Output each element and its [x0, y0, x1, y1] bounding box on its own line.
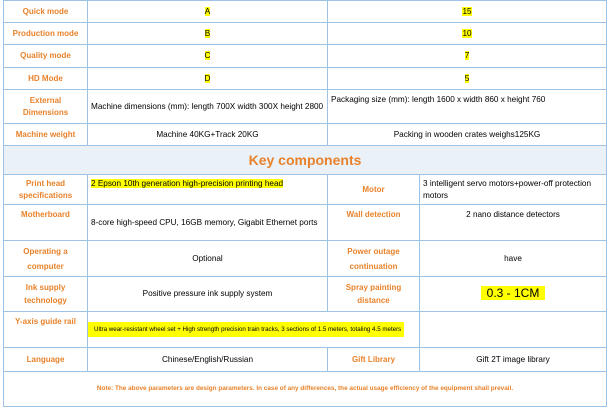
- gift-library-value: Gift 2T image library: [420, 348, 607, 372]
- motherboard-value: 8-core high-speed CPU, 16GB memory, Gigabit Ethernet ports: [88, 205, 328, 241]
- print-head-label: Print head specifications: [4, 175, 88, 205]
- empty-cell: [420, 312, 607, 348]
- ink-supply-value: Positive pressure ink supply system: [88, 277, 328, 312]
- machine-weight-label: Machine weight: [4, 124, 88, 146]
- power-outage-value: have: [420, 241, 607, 277]
- components-row-1: [4, 175, 607, 205]
- machine-weight-row: [4, 124, 607, 146]
- spray-distance-value: 0.3 - 1CM: [481, 286, 546, 300]
- operating-value: Optional: [88, 241, 328, 277]
- mode-value: 5: [464, 73, 470, 83]
- mode-value: 10: [462, 28, 472, 38]
- section-title: Key components: [4, 146, 607, 175]
- ink-supply-label: Ink supply technology: [4, 277, 88, 312]
- machine-dimensions: Machine dimensions (mm): length 700X width 300X height 2800: [88, 90, 328, 124]
- operating-label: Operating a computer: [4, 241, 88, 277]
- motor-label: Motor: [328, 175, 420, 205]
- print-head-value: 2 Epson 10th generation high-precision printing head: [91, 179, 284, 188]
- mode-label: HD Mode: [4, 68, 88, 90]
- motherboard-label: Motherboard: [4, 205, 88, 241]
- mode-label: Production mode: [4, 23, 88, 45]
- mode-label: Quality mode: [4, 45, 88, 68]
- components-row-5: [4, 312, 607, 348]
- mode-row-quick: [4, 1, 607, 23]
- packaging-size: Packaging size (mm): length 1600 x width 860 x height 760: [328, 90, 607, 124]
- language-value: Chinese/English/Russian: [88, 348, 328, 372]
- components-row-4: [4, 277, 607, 312]
- mode-row-production: [4, 23, 607, 45]
- spray-distance-label: Spray painting distance: [328, 277, 420, 312]
- mode-row-hd: [4, 68, 607, 90]
- mode-value: 7: [464, 51, 470, 60]
- packing-weight-value: Packing in wooden crates weighs125KG: [328, 124, 607, 146]
- mode-label: Quick mode: [4, 1, 88, 23]
- motor-value: 3 intelligent servo motors+power-off protection motors: [420, 175, 607, 205]
- components-row-3: [4, 241, 607, 277]
- components-row-6: [4, 348, 607, 372]
- section-header-row: [4, 146, 607, 175]
- mode-letter: A: [204, 6, 211, 16]
- external-dimensions-label: External Dimensions: [4, 90, 88, 124]
- language-label: Language: [4, 348, 88, 372]
- external-dimensions-row: [4, 90, 607, 124]
- power-outage-label: Power outage continuation: [328, 241, 420, 277]
- components-row-2: [4, 205, 607, 241]
- y-axis-value: Ultra wear-resistant wheel set + High strength precision train tracks, 3 sections of 1.5 meters, totaling 4.5 meters: [88, 322, 404, 337]
- gift-library-label: Gift Library: [328, 348, 420, 372]
- mode-letter: B: [204, 28, 211, 38]
- y-axis-label: Y-axis guide rail: [4, 312, 88, 348]
- note-text: Note: The above parameters are design parameters. In case of any differences, the actual usage efficiency of the equipment shall prevail.: [4, 372, 607, 407]
- note-row: [4, 372, 607, 407]
- wall-detection-value: 2 nano distance detectors: [420, 205, 607, 241]
- mode-value: 15: [462, 6, 472, 16]
- mode-row-quality: [4, 45, 607, 68]
- mode-letter: D: [204, 73, 211, 83]
- spec-table: [3, 0, 607, 407]
- wall-detection-label: Wall detection: [328, 205, 420, 241]
- mode-letter: C: [204, 51, 211, 60]
- machine-weight-value: Machine 40KG+Track 20KG: [88, 124, 328, 146]
